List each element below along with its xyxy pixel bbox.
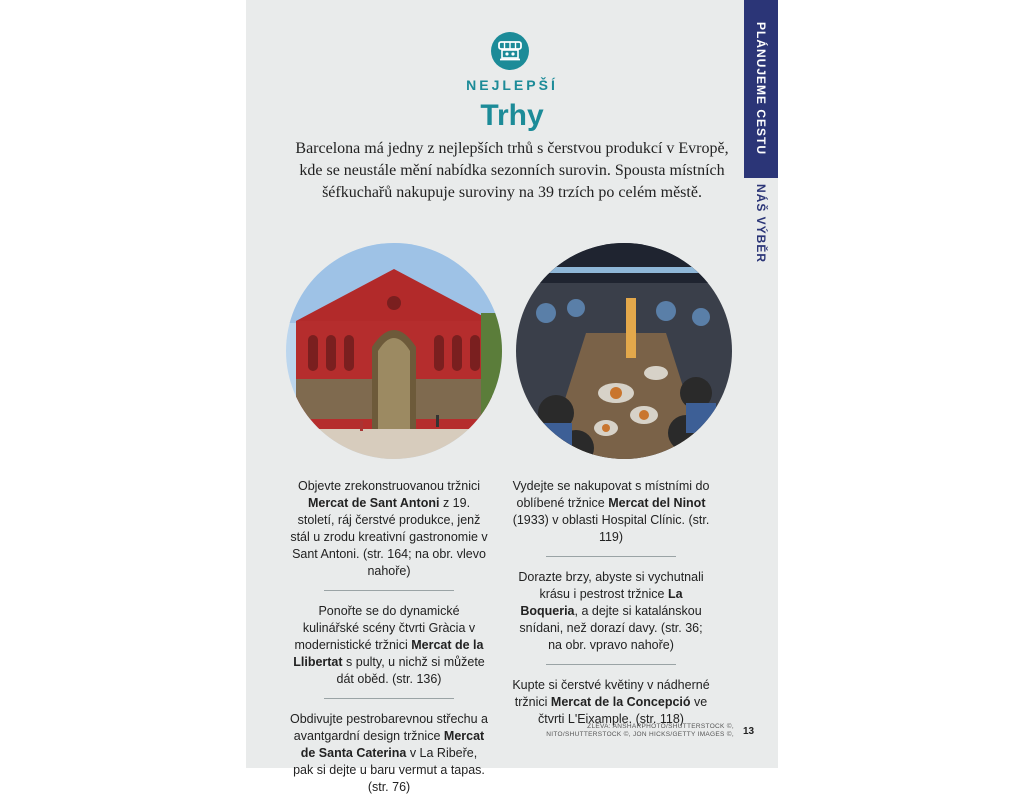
market-blurb: Objevte zrekonstruovanou tržnici Mercat de Sant Antoni z 19. století, ráj čerstvé produkce, jenž stál u zrodu kreativní gastronomie v Sant Antoni. (str. 164; na obr. vlevo nahoře) bbox=[290, 479, 488, 578]
subsection-tab[interactable] bbox=[744, 184, 778, 274]
intro-paragraph: Barcelona má jedny z nejlepších trhů s čerstvou produkcí v Evropě, kde se neustále mění nabídka sezonních surovin. Spousta místních šéfkuchařů nakupuje suroviny na 39 trzích po celém městě. bbox=[295, 140, 729, 201]
right-column bbox=[511, 478, 711, 728]
divider bbox=[324, 698, 454, 699]
section-kicker: NEJLEPŠÍ bbox=[466, 77, 558, 93]
photo-credits: ZLEVA: ANSHARPHOTO/SHUTTERSTOCK ©, NITO/SHUTTERSTOCK ©, JON HICKS/GETTY IMAGES ©, bbox=[546, 723, 734, 738]
left-column bbox=[289, 478, 489, 796]
page-title: Trhy bbox=[480, 99, 544, 132]
market-blurb: Ponořte se do dynamické kulinářské scény čtvrti Gràcia v modernistické tržnici Mercat de la Llibertat s pulty, u nichž si můžete dát oběd. (str. 136) bbox=[293, 604, 485, 686]
market-name: Mercat de la Concepció bbox=[550, 695, 691, 709]
market-hall-photo bbox=[286, 243, 502, 459]
market-stall-icon bbox=[491, 32, 529, 70]
market-blurb: Obdivujte pestrobarevnou střechu a avantgardní design tržnice Mercat de Santa Caterina v La Ribeře, pak si dejte u baru vermut a tapas. (str. 76) bbox=[289, 712, 489, 794]
page-number: 13 bbox=[743, 726, 755, 737]
section-tab-label: PLÁNUJEME CESTU bbox=[754, 22, 768, 156]
market-name: Mercat del Ninot bbox=[608, 496, 706, 510]
subsection-tab-label: NÁŠ VÝBĚR bbox=[754, 184, 768, 264]
divider bbox=[324, 590, 454, 591]
market-blurb: Vydejte se nakupovat s místními do oblíbené tržnice Mercat del Ninot (1933) v oblasti Hospital Clínic. (str. 119) bbox=[512, 479, 710, 544]
market-name: Mercat de Santa Caterina bbox=[300, 729, 485, 760]
divider bbox=[546, 556, 676, 557]
market-name: La Boqueria bbox=[520, 587, 683, 618]
market-name: Mercat de la Llibertat bbox=[293, 638, 484, 669]
market-blurb: Kupte si čerstvé květiny v nádherné tržnici Mercat de la Concepció ve čtvrti L'Eixample. (str. 118) bbox=[512, 678, 710, 726]
book-page bbox=[246, 0, 778, 794]
market-food-bar-photo bbox=[516, 243, 732, 459]
divider bbox=[546, 664, 676, 665]
market-blurb: Dorazte brzy, abyste si vychutnali krásu i pestrost tržnice La Boqueria, a dejte si katalánskou snídani, než dorazí davy. (str. 36; na obr. vpravo nahoře) bbox=[518, 570, 704, 652]
market-name: Mercat de Sant Antoni bbox=[307, 496, 440, 510]
